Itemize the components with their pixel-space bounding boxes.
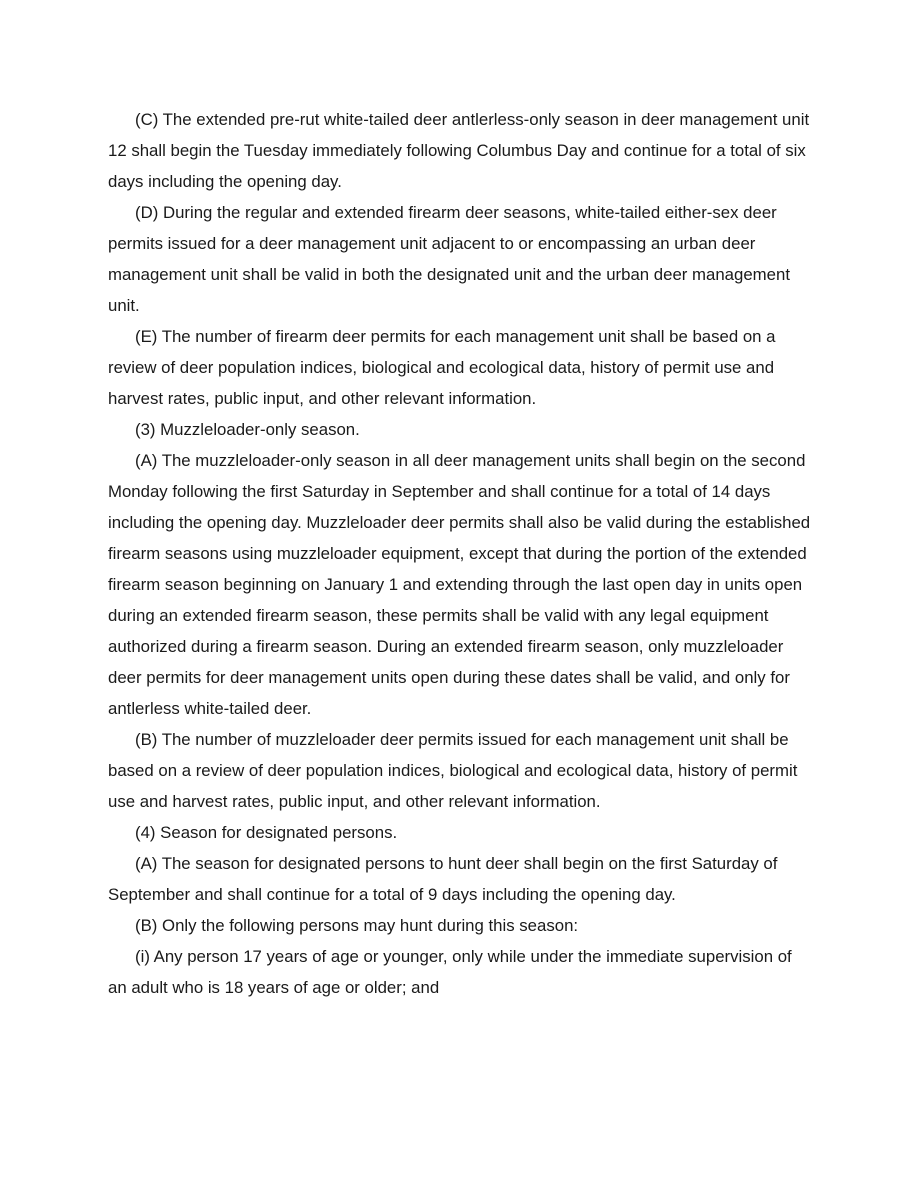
paragraph-e-firearm-permit-count: (E) The number of firearm deer permits for each management unit shall be based on a review of deer population indices, biological and ecological data, history of permit use and harvest rates, public input, and other relevant information. <box>108 327 776 408</box>
heading-3-muzzleloader-season: (3) Muzzleloader-only season. <box>135 420 360 439</box>
heading-4-designated-persons: (4) Season for designated persons. <box>135 823 398 842</box>
paragraph-b-muzzleloader-permit-count: (B) The number of muzzleloader deer permits issued for each management unit shall be based on a review of deer population indices, biological and ecological data, history of permit use and harvest rates, public input, and other relevant information. <box>108 730 798 811</box>
paragraph-a-muzzleloader-dates: (A) The muzzleloader-only season in all deer management units shall begin on the second Monday following the first Saturday in September and shall continue for a total of 14 days including the opening day. Muzzleloader deer permits shall also be valid during the established firearm seasons using muzzleloader equipment, except that during the portion of the extended firearm season beginning on January 1 and extending through the last open day in units open during an extended firearm season, these permits shall be valid with any legal equipment authorized during a firearm season. During an extended firearm season, only muzzleloader deer permits for deer management units open during these dates shall be valid, and only for antlerless white-tailed deer. <box>108 451 811 718</box>
paragraph-d-either-sex-permits: (D) During the regular and extended firearm deer seasons, white-tailed either-sex deer permits issued for a deer management unit adjacent to or encompassing an urban deer management unit shall be valid in both the designated unit and the urban deer management unit. <box>108 203 790 315</box>
document-page <box>108 104 812 1003</box>
paragraph-a-designated-season-dates: (A) The season for designated persons to hunt deer shall begin on the first Saturday of September and shall continue for a total of 9 days including the opening day. <box>108 854 778 904</box>
paragraph-c-pre-rut-season: (C) The extended pre-rut white-tailed deer antlerless-only season in deer management unit 12 shall begin the Tuesday immediately following Columbus Day and continue for a total of six days including the opening day. <box>108 110 810 191</box>
paragraph-b-eligible-persons: (B) Only the following persons may hunt during this season: <box>135 916 579 935</box>
paragraph-i-youth-hunters: (i) Any person 17 years of age or younger, only while under the immediate supervision of an adult who is 18 years of age or older; and <box>108 947 792 997</box>
